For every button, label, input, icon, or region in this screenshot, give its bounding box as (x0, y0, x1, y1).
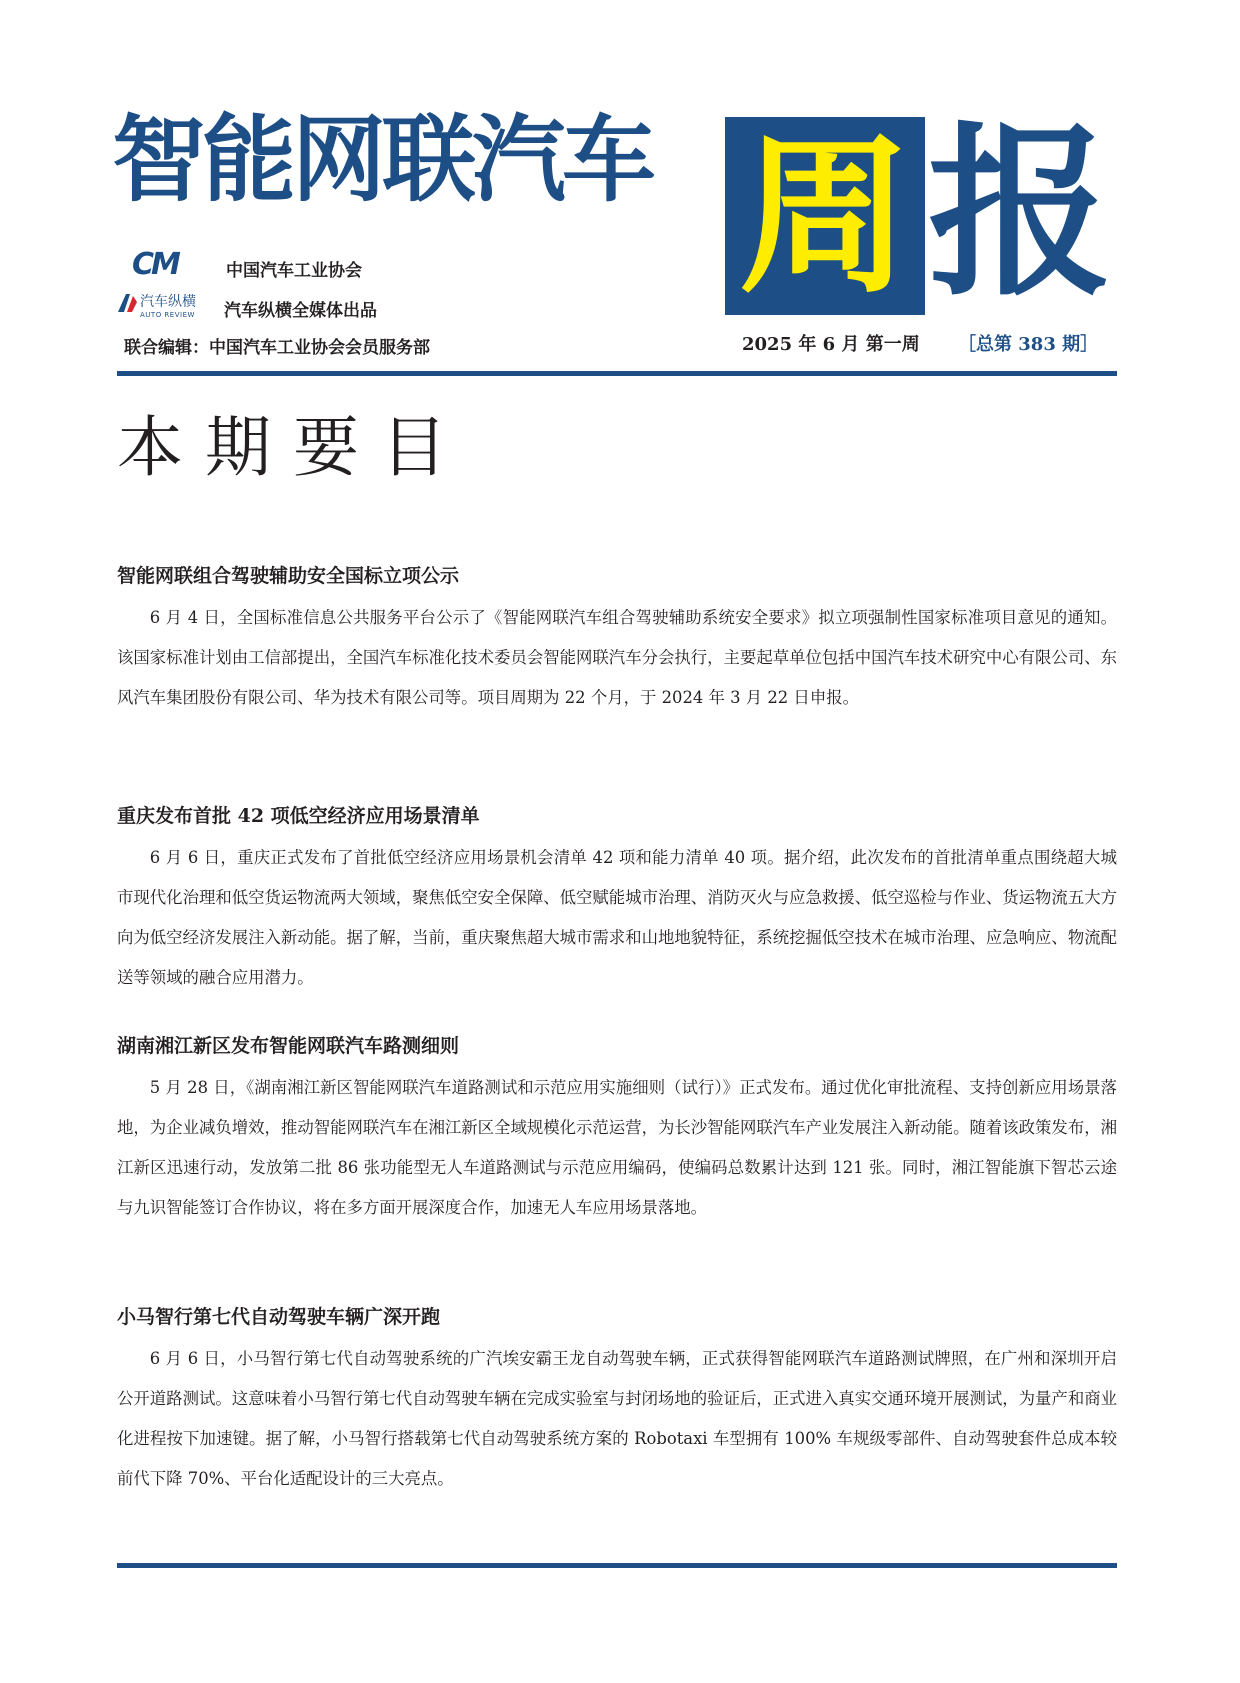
article (117, 1032, 1117, 1228)
article-body: 6 月 4 日，全国标准信息公共服务平台公示了《智能网联汽车组合驾驶辅助系统安全要求》拟立项强制性国家标准项目意见的通知。该国家标准计划由工信部提出，全国汽车标准化技术委员会智能网联汽车分会执行，主要起草单位包括中国汽车技术研究中心有限公司、东风汽车集团股份有限公司、华为技术有限公司等。项目周期为 22 个月，于 2024 年 3 月 22 日申报。 (117, 608, 1117, 707)
masthead-zhou-char: 周 (739, 117, 911, 315)
masthead-zhou-box (725, 117, 925, 315)
article-title: 湖南湘江新区发布智能网联汽车路测细则 (117, 1035, 460, 1057)
article-title: 重庆发布首批 42 项低空经济应用场景清单 (117, 805, 480, 827)
footer-divider (117, 1563, 1117, 1568)
masthead-title: 智能网联汽车 (112, 106, 653, 215)
article (117, 1303, 1117, 1499)
article-body: 6 月 6 日，重庆正式发布了首批低空经济应用场景机会清单 42 项和能力清单 40 项。据介绍，此次发布的首批清单重点围绕超大城市现代化治理和低空货运物流两大领域，聚焦低空安全保障、低空赋能城市治理、消防灭火与应急救援、低空巡检与作业、货运物流五大方向为低空经济发展注入新动能。据了解，当前，重庆聚焦超大城市需求和山地地貌特征，系统挖掘低空技术在城市治理、应急响应、物流配送等领域的融合应用潜力。 (117, 848, 1117, 987)
association-name: 中国汽车工业协会 (226, 261, 362, 281)
auto-review-logo-icon (116, 290, 216, 320)
media-name: 汽车纵横全媒体出品 (224, 301, 377, 321)
article-title: 智能网联组合驾驶辅助安全国标立项公示 (117, 565, 460, 587)
auto-review-logo-cn: 汽车纵横 (140, 294, 196, 310)
header-divider (117, 371, 1117, 376)
issue-date: 2025 年 6 月 第一周 (742, 334, 920, 355)
section-title: 本期要目 (117, 409, 469, 486)
article (117, 802, 1117, 998)
caam-logo-icon (132, 248, 202, 278)
issue-total-number: ［总第 383 期］ (958, 334, 1099, 355)
article-body: 6 月 6 日，小马智行第七代自动驾驶系统的广汽埃安霸王龙自动驾驶车辆，正式获得智能网联汽车道路测试牌照，在广州和深圳开启公开道路测试。这意味着小马智行第七代自动驾驶车辆在完成实验室与封闭场地的验证后，正式进入真实交通环境开展测试，为量产和商业化进程按下加速键。据了解，小马智行搭载第七代自动驾驶系统方案的 Robotaxi 车型拥有 100% 车规级零部件、自动驾驶套件总成本较前代下降 70%、平台化适配设计的三大亮点。 (117, 1349, 1117, 1488)
article (117, 562, 1117, 718)
auto-review-logo-en: AUTO REVIEW (140, 311, 195, 319)
caam-logo-text: CM (132, 248, 178, 278)
article-title: 小马智行第七代自动驾驶车辆广深开跑 (117, 1306, 441, 1328)
masthead-bao-char: 报 (927, 107, 1112, 321)
joint-editor: 联合编辑：中国汽车工业协会会员服务部 (124, 338, 430, 358)
article-body: 5 月 28 日，《湖南湘江新区智能网联汽车道路测试和示范应用实施细则（试行）》正式发布。通过优化审批流程、支持创新应用场景落地，为企业减负增效，推动智能网联汽车在湘江新区全域规模化示范运营，为长沙智能网联汽车产业发展注入新动能。随着该政策发布，湘江新区迅速行动，发放第二批 86 张功能型无人车道路测试与示范应用编码，使编码总数累计达到 121 张。同时，湘江智能旗下智芯云途与九识智能签订合作协议，将在多方面开展深度合作，加速无人车应用场景落地。 (117, 1078, 1117, 1217)
